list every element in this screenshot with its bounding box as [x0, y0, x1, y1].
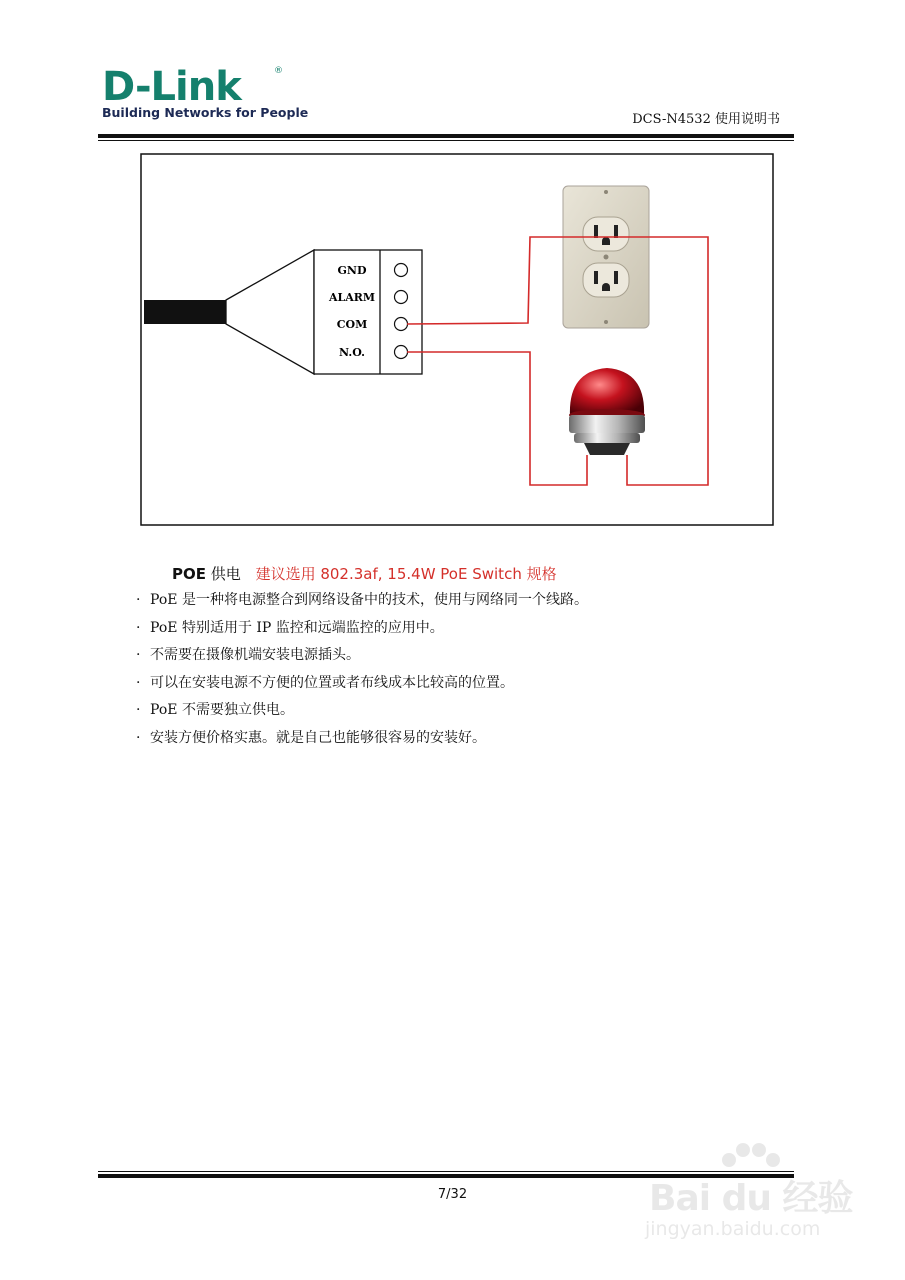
bullet-dot: · [136, 674, 141, 691]
terminal-screw-alarm [395, 291, 408, 304]
bullet-dot: · [136, 592, 141, 608]
terminal-label-com: COM [336, 318, 368, 331]
watermark-url: jingyan.baidu.com [645, 1218, 821, 1240]
list-item [136, 700, 588, 728]
list-item [136, 728, 588, 756]
alarm-beacon-image [569, 368, 645, 455]
bullet-dot: · [136, 647, 141, 663]
poe-title-bold: POE [172, 565, 206, 583]
camera-cable [144, 300, 226, 324]
logo-wordmark: D-Link [102, 64, 241, 110]
diagram-frame [141, 154, 773, 525]
watermark-brand: Bai du 经验 [649, 1178, 853, 1219]
baidu-watermark [645, 1140, 855, 1250]
poe-feature-list [136, 590, 588, 755]
bullet-dot: · [136, 619, 141, 636]
list-item-text: PoE 是一种将电源整合到网络设备中的技术，使用与网络同一个线路。 [150, 592, 588, 608]
power-outlet-image [557, 181, 655, 333]
document-title: DCS-N4532 使用说明书 [632, 112, 780, 127]
terminal-label-no: N.O. [339, 346, 365, 359]
logo-registered-mark: ® [274, 66, 283, 76]
list-item-text: 不需要在摄像机端安装电源插头。 [150, 647, 360, 663]
list-item [136, 590, 588, 618]
list-item-text: PoE 不需要独立供电。 [150, 702, 294, 718]
poe-section-title [172, 563, 557, 584]
terminal-label-gnd: GND [337, 264, 367, 277]
poe-title-label: 供电 [210, 565, 241, 583]
list-item [136, 618, 588, 646]
page-number: 7/32 [437, 1187, 468, 1202]
header-rule-thin [98, 140, 794, 141]
list-item [136, 673, 588, 701]
dlink-logo [100, 64, 309, 124]
list-item-text: 可以在安装电源不方便的位置或者布线成本比较高的位置。 [150, 674, 514, 691]
bullet-dot: · [136, 702, 141, 718]
list-item-text: 安装方便价格实惠。就是自己也能够很容易的安装好。 [150, 729, 486, 746]
list-item-text: PoE 特别适用于 IP 监控和远端监控的应用中。 [150, 619, 444, 636]
bullet-dot: · [136, 729, 141, 746]
header-rule [98, 134, 794, 138]
terminal-screw-gnd [395, 264, 408, 277]
terminal-screw-com [395, 318, 408, 331]
alarm-wiring-diagram [140, 153, 774, 526]
terminal-screw-no [395, 346, 408, 359]
terminal-label-alarm: ALARM [328, 291, 376, 304]
list-item [136, 645, 588, 673]
logo-tagline: Building Networks for People [102, 105, 309, 120]
poe-title-note: 建议选用 802.3af, 15.4W PoE Switch 规格 [255, 565, 557, 583]
